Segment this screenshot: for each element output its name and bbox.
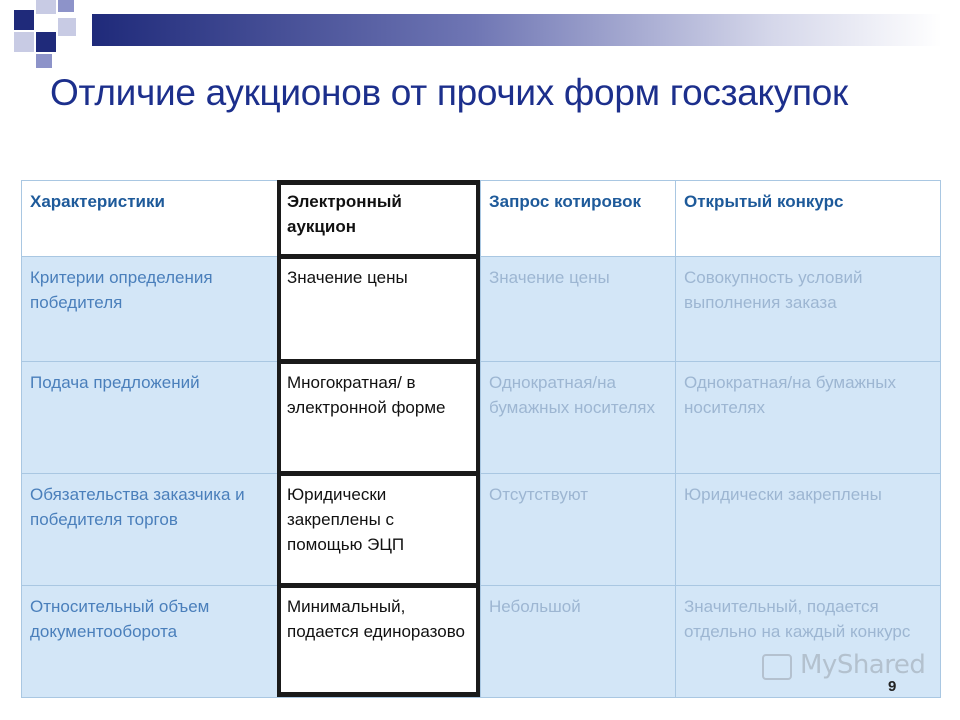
decor-square-mid — [58, 0, 74, 12]
table-row — [22, 257, 941, 362]
slide-title: Отличие аукционов от прочих форм госзакупок — [50, 72, 848, 113]
watermark-icon — [762, 654, 792, 680]
header-cell: Характеристики — [22, 181, 279, 257]
decor-square-mid — [36, 54, 52, 68]
table-row — [22, 362, 941, 474]
table-header-row — [22, 181, 941, 257]
table-row — [22, 474, 941, 586]
header-cell-electronic-auction: Электронный аукцион — [279, 181, 481, 257]
table-cell: Отсутствуют — [481, 474, 676, 586]
table-cell: Однократная/на бумажных носителях — [676, 362, 941, 474]
watermark-text: MyShared — [800, 650, 926, 680]
decor-square-navy — [14, 10, 34, 30]
table-cell: Значительный, подается отдельно на каждый конкурс — [676, 586, 941, 698]
table-cell: Подача предложений — [22, 362, 279, 474]
decor-square-light — [36, 0, 56, 14]
comparison-table — [21, 180, 941, 698]
header-cell: Открытый конкурс — [676, 181, 941, 257]
table-cell: Совокупность условий выполнения заказа — [676, 257, 941, 362]
table-cell: Однократная/на бумажных носителях — [481, 362, 676, 474]
table-cell: Относительный объем документооборота — [22, 586, 279, 698]
table-cell: Многократная/ в электронной форме — [279, 362, 481, 474]
table-row — [22, 586, 941, 698]
header-gradient-bar — [92, 14, 942, 46]
table-cell: Минимальный, подается единоразово — [279, 586, 481, 698]
header-cell: Запрос котировок — [481, 181, 676, 257]
decor-square-light — [14, 32, 34, 52]
table-cell: Обязательства заказчика и победителя торгов — [22, 474, 279, 586]
table-cell: Небольшой — [481, 586, 676, 698]
page-number: 9 — [888, 678, 897, 695]
table-cell: Значение цены — [279, 257, 481, 362]
table-cell: Критерии определения победителя — [22, 257, 279, 362]
decor-square-light — [58, 18, 76, 36]
table-cell: Юридически закреплены с помощью ЭЦП — [279, 474, 481, 586]
decor-square-navy — [36, 32, 56, 52]
table-cell: Юридически закреплены — [676, 474, 941, 586]
table-cell: Значение цены — [481, 257, 676, 362]
